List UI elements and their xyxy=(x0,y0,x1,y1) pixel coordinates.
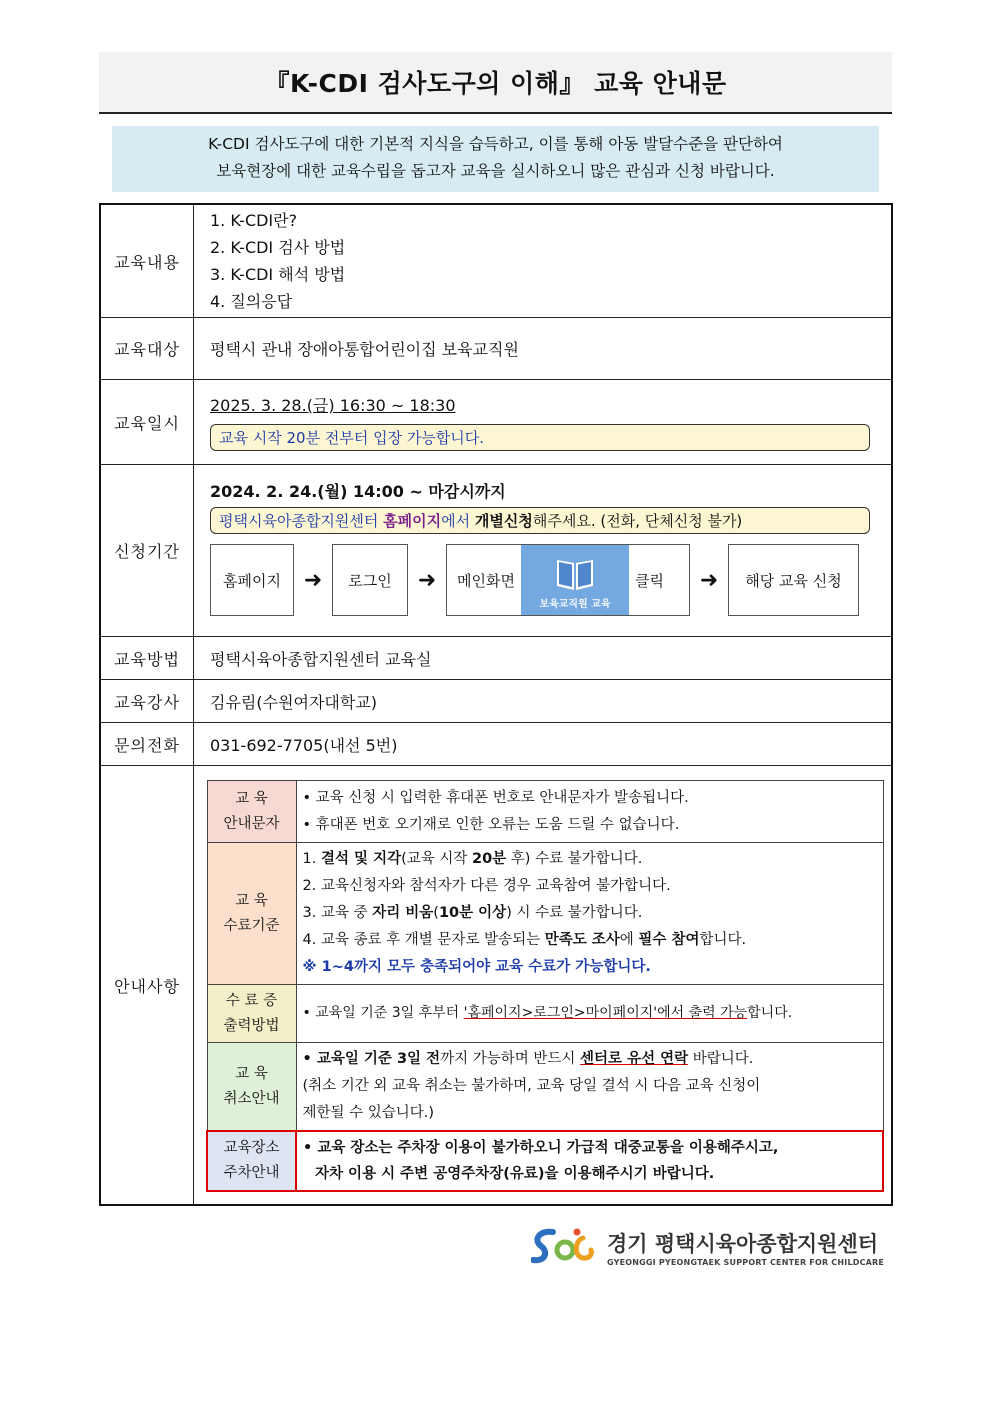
label-apply: 신청기간 xyxy=(100,465,194,637)
staff-education-banner xyxy=(521,545,629,615)
title-banner xyxy=(99,52,892,114)
notice-sms-label xyxy=(207,781,296,843)
intro-box xyxy=(112,126,879,192)
label-method: 교육방법 xyxy=(100,637,194,680)
arrow-right-icon: ➜ xyxy=(417,567,437,593)
text-part: 1. xyxy=(302,851,321,867)
label-notice: 안내사항 xyxy=(100,766,194,1206)
arrow-right-icon: ➜ xyxy=(699,567,719,593)
intro-line-2: 보육현장에 대한 교육수립을 돕고자 교육을 실시하오니 많은 관심과 신청 바랍니다. xyxy=(216,162,775,180)
step-login: 로그인 xyxy=(332,544,408,616)
apply-period: 2024. 2. 24.(월) 14:00 ~ 마감시까지 xyxy=(210,482,506,501)
footer-logo xyxy=(531,1226,884,1268)
label-line: 교 육 xyxy=(235,790,268,807)
text-part: 에 xyxy=(619,932,639,948)
completion-note: ※ 1~4까지 모두 충족되어야 교육 수료가 가능합니다. xyxy=(302,959,651,975)
text-part: ) 시 수료 불가합니다. xyxy=(506,905,643,921)
certificate-path: '홈페이지>로그인>마이페이지'에서 출력 가능 xyxy=(463,1005,748,1021)
arrow-right-icon: ➜ xyxy=(303,567,323,593)
text-bold: 자리 비움 xyxy=(372,905,434,921)
text-bold: 필수 참여 xyxy=(638,932,700,948)
label-line: 취소안내 xyxy=(223,1090,280,1107)
content-item: 4. 질의응답 xyxy=(210,292,293,311)
apply-note-at: 에서 xyxy=(441,512,475,530)
text-bold: 만족도 조사 xyxy=(544,932,620,948)
org-name-korean: 경기 평택시육아종합지원센터 xyxy=(607,1231,879,1256)
notice-certificate-label xyxy=(207,985,296,1043)
content-item: 1. K-CDI란? xyxy=(210,211,298,230)
target-value: 평택시 관내 장애아통합어린이집 보육교직원 xyxy=(194,318,893,380)
notice-completion xyxy=(207,843,883,985)
text-part: 3. 교육 중 xyxy=(302,905,373,921)
label-date: 교육일시 xyxy=(100,380,194,465)
book-icon xyxy=(555,552,595,592)
content-list xyxy=(210,205,891,317)
label-target: 교육대상 xyxy=(100,318,194,380)
content-item: 3. K-CDI 해석 방법 xyxy=(210,265,346,284)
text-part: • 교육일 기준 3일 후부터 xyxy=(302,1005,464,1021)
notice-cancel xyxy=(207,1043,883,1132)
row-apply xyxy=(100,465,892,637)
date-value: 2025. 3. 28.(금) 16:30 ~ 18:30 xyxy=(210,396,456,415)
completion-line-3 xyxy=(303,900,877,927)
step-main xyxy=(446,544,690,616)
text-bold: • 교육일 기준 3일 전 xyxy=(302,1051,441,1067)
text-part: 합니다. xyxy=(747,1005,793,1021)
label-line: 안내문자 xyxy=(223,815,280,832)
apply-note-homepage: 홈페이지 xyxy=(383,512,442,530)
info-table xyxy=(99,203,893,1206)
notice-sms xyxy=(207,781,883,843)
label-phone: 문의전화 xyxy=(100,723,194,766)
step-homepage: 홈페이지 xyxy=(210,544,294,616)
apply-note-center: 평택시육아종합지원센터 xyxy=(219,512,384,530)
row-target xyxy=(100,318,892,380)
lecturer-value: 김유림(수원여자대학교) xyxy=(194,680,893,723)
sms-line-2: • 휴대폰 번호 오기재로 인한 오류는 도움 드릴 수 없습니다. xyxy=(302,816,680,833)
apply-note xyxy=(210,507,870,534)
row-method xyxy=(100,637,892,680)
text-part: 후) 수료 불가합니다. xyxy=(506,851,643,867)
label-line: 수 료 증 xyxy=(225,992,278,1009)
sms-line-1: • 교육 신청 시 입력한 휴대폰 번호로 안내문자가 발송됩니다. xyxy=(302,789,689,806)
completion-line-2: 2. 교육신청자와 참석자가 다른 경우 교육참여 불가합니다. xyxy=(302,878,671,894)
org-name-english: GYEONGGI PYEONGTAEK SUPPORT CENTER FOR CHILDCARE xyxy=(607,1257,885,1267)
label-line: 출력방법 xyxy=(223,1017,280,1034)
intro-line-1: K-CDI 검사도구에 대한 기본적 지식을 습득하고, 이를 통해 아동 발달수준을 판단하여 xyxy=(208,135,783,153)
cancel-line-2: (취소 기간 외 교육 취소는 불가하며, 교육 당일 결석 시 다음 교육 신청이 xyxy=(302,1078,761,1094)
content-item: 2. K-CDI 검사 방법 xyxy=(210,238,346,257)
notice-table xyxy=(206,780,884,1192)
text-part: 4. 교육 종료 후 개별 문자로 발송되는 xyxy=(302,932,545,948)
text-bold: 10분 이상 xyxy=(438,905,507,921)
text-bold: 20분 xyxy=(472,851,507,867)
apply-note-rest: 해주세요. (전화, 단체신청 불가) xyxy=(532,512,743,530)
row-phone xyxy=(100,723,892,766)
notice-parking-label xyxy=(207,1131,296,1191)
banner-caption: 보육교직원 교육 xyxy=(539,599,611,610)
phone-value: 031-692-7705(내선 5번) xyxy=(194,723,893,766)
notice-parking xyxy=(207,1131,883,1191)
text-part: 합니다. xyxy=(699,932,747,948)
apply-steps xyxy=(210,544,891,616)
label-line: 주차안내 xyxy=(223,1165,280,1181)
notice-certificate xyxy=(207,985,883,1043)
text-part: ( xyxy=(433,905,439,921)
cancel-line-3: 제한될 수 있습니다.) xyxy=(302,1105,435,1121)
parking-line-2: 자차 이용 시 주변 공영주차장(유료)을 이용해주시기 바랍니다. xyxy=(315,1166,715,1182)
label-line: 수료기준 xyxy=(223,917,280,934)
label-line: 교 육 xyxy=(235,1065,268,1082)
text-part: (교육 시작 xyxy=(401,851,472,867)
parking-line-1: • 교육 장소는 주차장 이용이 불가하오니 가급적 대중교통을 이용해주시고, xyxy=(303,1140,779,1156)
row-content xyxy=(100,204,892,318)
text-bold: 센터로 유선 연락 xyxy=(580,1051,689,1067)
text-bold: 결석 및 지각 xyxy=(320,851,402,867)
center-logo-icon xyxy=(531,1226,601,1268)
text-part: 바랍니다. xyxy=(688,1051,754,1067)
row-date xyxy=(100,380,892,465)
cancel-line-1 xyxy=(303,1046,877,1073)
row-notice xyxy=(100,766,892,1206)
step-apply: 해당 교육 신청 xyxy=(728,544,859,616)
label-line: 교육장소 xyxy=(223,1140,280,1156)
step-click: 클릭 xyxy=(634,571,664,590)
step-main-label: 메인화면 xyxy=(457,571,515,590)
date-note: 교육 시작 20분 전부터 입장 가능합니다. xyxy=(210,424,870,451)
label-lecturer: 교육강사 xyxy=(100,680,194,723)
text-part: 까지 가능하며 반드시 xyxy=(440,1051,580,1067)
row-lecturer xyxy=(100,680,892,723)
completion-line-1 xyxy=(303,846,877,873)
completion-line-4 xyxy=(303,927,877,954)
apply-note-individual: 개별신청 xyxy=(474,512,533,530)
notice-completion-label xyxy=(207,843,296,985)
label-content: 교육내용 xyxy=(100,204,194,318)
method-value: 평택시육아종합지원센터 교육실 xyxy=(194,637,893,680)
notice-cancel-label xyxy=(207,1043,296,1132)
page-title: 『K-CDI 검사도구의 이해』 교육 안내문 xyxy=(264,69,727,98)
label-line: 교 육 xyxy=(235,892,268,909)
